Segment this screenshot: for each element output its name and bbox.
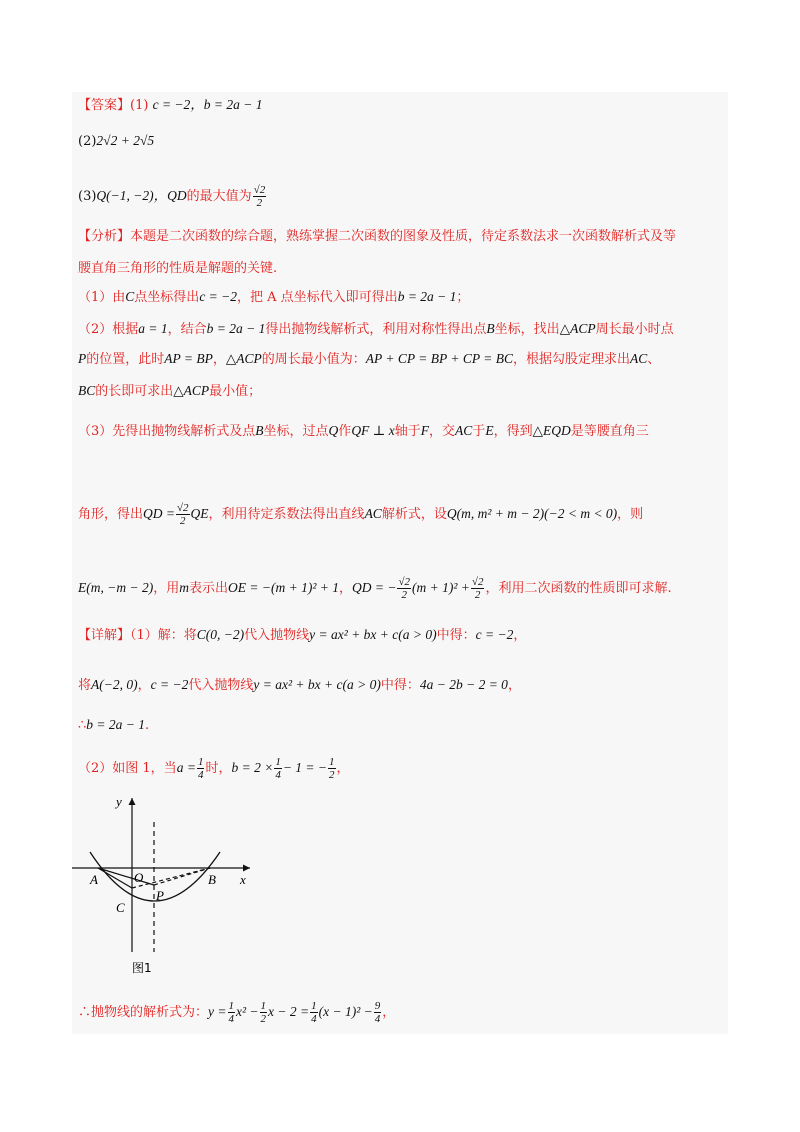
parabola-curve — [90, 852, 220, 901]
analysis-step-2-line-2: P的位置，此时AP = BP，△ACP的周长最小值为：AP + CP = BP + CP = BC，根据勾股定理求出AC、 — [78, 351, 661, 367]
analysis-line-2: 腰直角三角形的性质是解题的关键. — [78, 261, 278, 276]
label-p: P — [156, 888, 164, 903]
analysis-step-1: （1）由C点坐标得出c = −2，把 A 点坐标代入即可得出b = 2a − 1； — [78, 289, 470, 305]
label-c: C — [116, 900, 125, 915]
answer-heading: 【答案】 — [78, 98, 131, 113]
analysis-step-2-line-3: BC的长即可求出△ACP最小值； — [78, 383, 262, 399]
detail-line-3: ∴b = 2a − 1. — [78, 717, 150, 733]
detail-line-5: ∴抛物线的解析式为：y = $\frac{1}{4}$ x² − $\frac{1}{2}$ x − 2 = $\frac{1}{4}$ (x − 1)² − $\frac{9}{4}$ ， — [78, 1000, 396, 1025]
solution-page — [72, 92, 728, 1034]
segment-ap — [98, 868, 154, 885]
analysis-step-2-line-1: （2）根据a = 1，结合b = 2a − 1得出抛物线解析式，利用对称性得出点B坐标，找出△ACP周长最小时点 — [78, 321, 674, 337]
label-b: B — [208, 872, 216, 887]
analysis-heading: 【分析】 — [78, 229, 131, 244]
y-axis-label: y — [116, 794, 122, 809]
figure-caption: 图1 — [132, 961, 152, 975]
fraction: $\frac{√2}{2}$ — [253, 184, 266, 209]
answer-1-math: c = −2，b = 2a − 1 — [152, 97, 263, 112]
analysis-step-3-line-1: （3）先得出抛物线解析式及点B坐标，过点Q作QF ⊥ x轴于F，交AC于E，得到△EQD是等腰直角三 — [78, 423, 649, 439]
analysis-line-1: 【分析】本题是二次函数的综合题，熟练掌握二次函数的图象及性质，待定系数法求一次函数解析式及等 — [78, 229, 677, 244]
label-a: A — [90, 872, 98, 887]
segment-cb — [132, 868, 210, 888]
detail-line-1: 【详解】（1）解：将C(0, −2)代入抛物线y = ax² + bx + c(a > 0)中得：c = −2， — [78, 627, 527, 643]
answer-line-2: (2)2√2 + 2√5 — [78, 133, 155, 149]
detail-heading: 【详解】 — [78, 628, 131, 643]
answer-line-3: (3)Q(−1, −2)，QD的最大值为 $\frac{√2}{2}$ — [78, 184, 266, 209]
segment-ac — [98, 868, 132, 888]
x-axis-label: x — [240, 872, 246, 887]
figure-1-parabola — [72, 792, 272, 992]
detail-line-4: （2）如图 1，当a = $\frac{1}{4}$ 时，b = 2 × $\frac{1}{4}$ − 1 = − $\frac{1}{2}$ ， — [78, 756, 350, 781]
answer-2-math: 2√2 + 2√5 — [96, 133, 155, 148]
analysis-step-3-line-2: 角形，得出QD = $\frac{√2}{2}$ QE，利用待定系数法得出直线AC解析式，设Q(m, m² + m − 2)(−2 < m < 0)，则 — [78, 502, 644, 527]
detail-line-2: 将A(−2, 0)，c = −2代入抛物线y = ax² + bx + c(a > 0)中得：4a − 2b − 2 = 0， — [78, 677, 521, 693]
analysis-step-3-line-3: E(m, −m − 2)，用m表示出OE = −(m + 1)² + 1，QD = − $\frac{√2}{2}$ (m + 1)² + $\frac{√2}{2}$ ，利用二次函数的性质即可求解. — [78, 576, 672, 601]
label-o: O — [134, 870, 144, 885]
answer-line-1: 【答案】(1) c = −2，b = 2a − 1 — [78, 97, 263, 113]
